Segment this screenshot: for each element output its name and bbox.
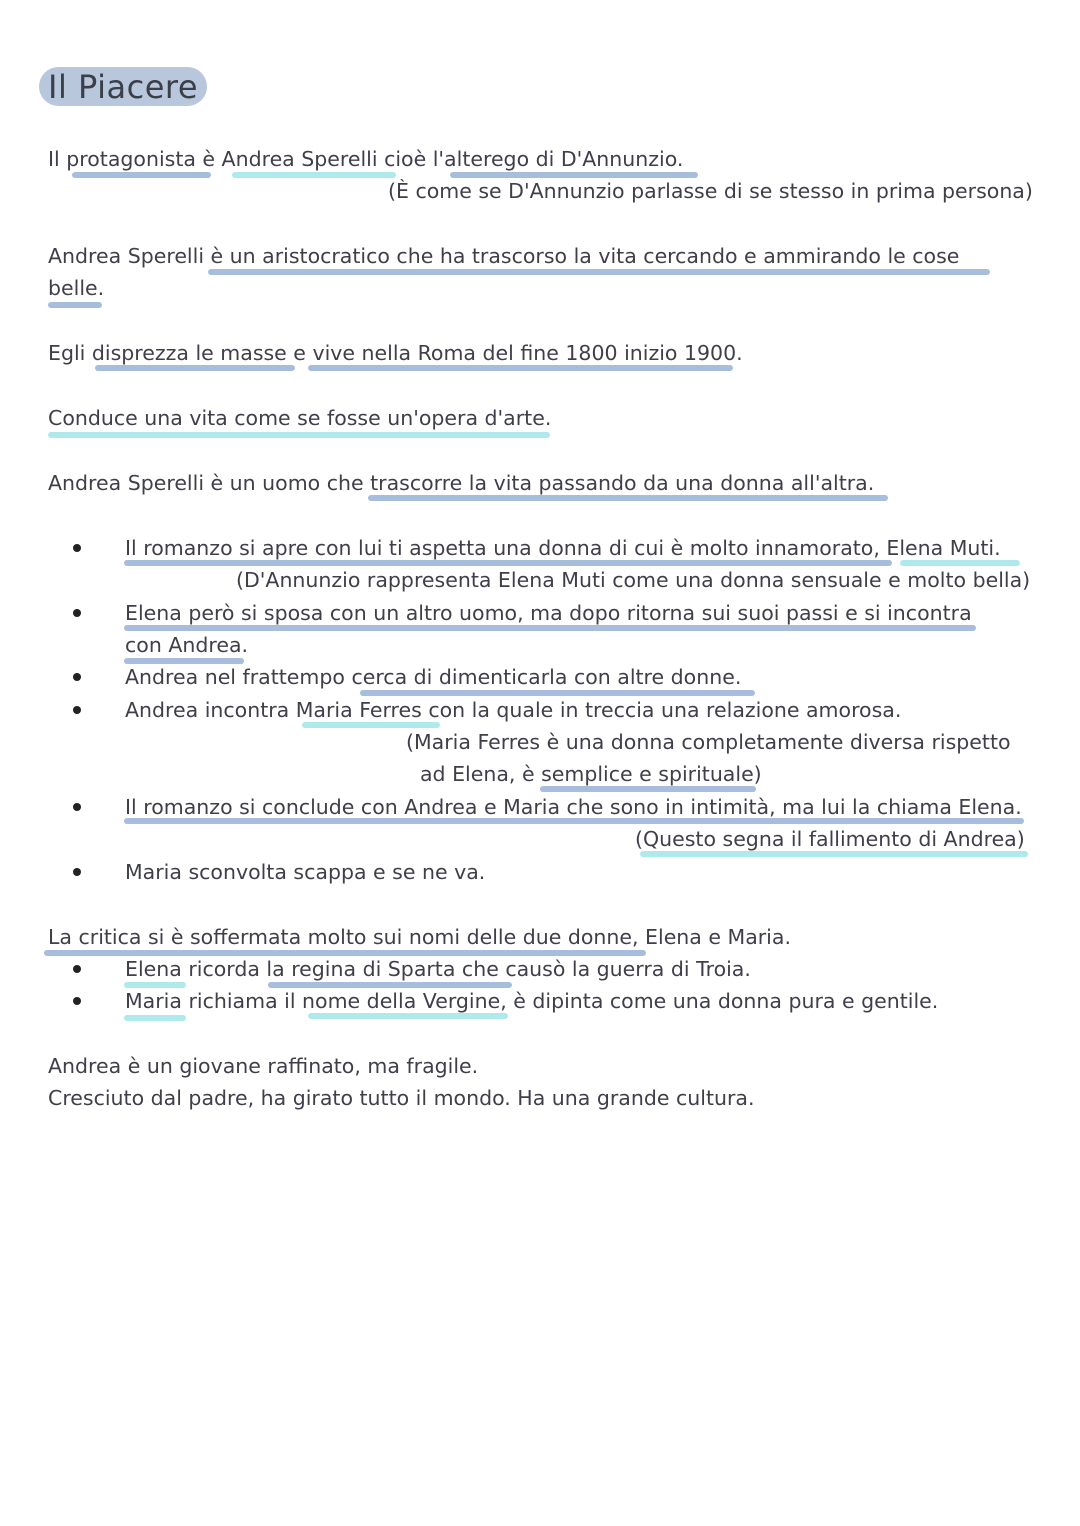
list-item-note: (Questo segna il fallimento di Andrea)	[635, 827, 1025, 851]
list-item: Il romanzo si conclude con Andrea e Maria che sono in intimità, ma lui la chiama Elena.	[125, 795, 1022, 819]
page-title: Il Piacere	[48, 68, 199, 106]
bullet	[73, 803, 81, 811]
list-item: Andrea nel frattempo cerca di dimenticarla con altre donne.	[125, 665, 742, 689]
list-item: Elena però si sposa con un altro uomo, ma dopo ritorna sui suoi passi e si incontra	[125, 601, 972, 625]
list-item: Il romanzo si apre con lui ti aspetta una donna di cui è molto innamorato, Elena Muti.	[125, 536, 1001, 560]
paragraph-women: Andrea Sperelli è un uomo che trascorre la vita passando da una donna all'altra.	[48, 471, 875, 495]
list-item-cont: con Andrea.	[125, 633, 249, 657]
list-item: Maria sconvolta scappa e se ne va.	[125, 860, 486, 884]
bullet	[73, 544, 81, 552]
list-item-note: (D'Annunzio rappresenta Elena Muti come una donna sensuale e molto bella)	[236, 568, 1031, 592]
paragraph-culture: Cresciuto dal padre, ha girato tutto il mondo. Ha una grande cultura.	[48, 1086, 755, 1110]
paragraph-aristocrat-cont: belle.	[48, 276, 105, 300]
paragraph-art: Conduce una vita come se fosse un'opera d'arte.	[48, 406, 552, 430]
list-item-note: ad Elena, è semplice e spirituale)	[420, 762, 762, 786]
paragraph-aristocrat: Andrea Sperelli è un aristocratico che ha trascorso la vita cercando e ammirando le cose	[48, 244, 960, 268]
paragraph-young: Andrea è un giovane raffinato, ma fragile.	[48, 1054, 479, 1078]
paragraph-critique: La critica si è soffermata molto sui nomi delle due donne, Elena e Maria.	[48, 925, 791, 949]
list-item: Andrea incontra Maria Ferres con la quale in treccia una relazione amorosa.	[125, 698, 902, 722]
paragraph-protagonist: Il protagonista è Andrea Sperelli cioè l'alterego di D'Annunzio.	[48, 147, 684, 171]
bullet	[73, 965, 81, 973]
bullet	[73, 706, 81, 714]
list-item: Elena ricorda la regina di Sparta che causò la guerra di Troia.	[125, 957, 751, 981]
bullet	[73, 997, 81, 1005]
paragraph-masses: Egli disprezza le masse e vive nella Roma del fine 1800 inizio 1900.	[48, 341, 743, 365]
paragraph-protagonist-note: (È come se D'Annunzio parlasse di se stesso in prima persona)	[388, 179, 1033, 203]
bullet	[73, 868, 81, 876]
list-item: Maria richiama il nome della Vergine, è dipinta come una donna pura e gentile.	[125, 989, 939, 1013]
list-item-note: (Maria Ferres è una donna completamente diversa rispetto	[406, 730, 1011, 754]
bullet	[73, 673, 81, 681]
bullet	[73, 609, 81, 617]
